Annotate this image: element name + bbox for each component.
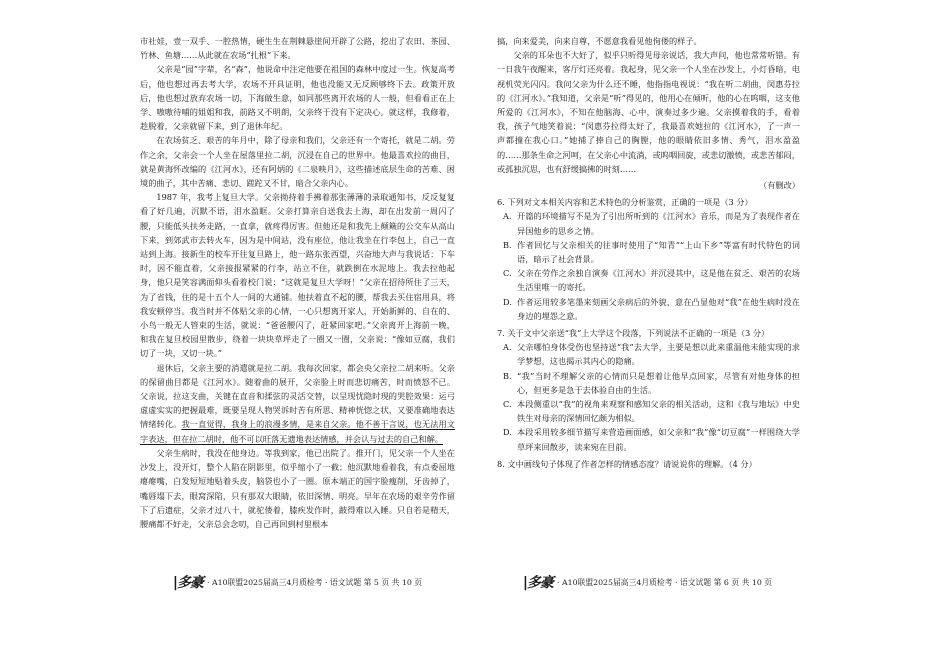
option-a: [497, 340, 800, 368]
paragraph-with-underline: [140, 361, 455, 446]
option-text: 作者回忆与父亲相关的往事时使用了“知青”“上山下乡”等富有时代特色的词语，暗示了社会背景。: [517, 239, 800, 265]
right-column: [497, 34, 800, 471]
paragraph: 1987 年，我考上复旦大学。父亲拗持着手拂着那张薄薄的录取通知书，反反复复看了好几遍，沉默不语，泪水盈眶。父亲打算亲自送我去上海，却在出发前一周闪了腰，只能低头扶务走路，一直拿，就疼得厉害。但他还是和我先上颠簸的公交车从高山下来，到郊武市去转火车，因为是中间站，没有座位，他让我坐在行李包上，自己一直站到上海。接新生的校车开往复旦路上，他一路东张西望，兴奋地大声与我说话：下车时，因不能直着，父亲接报紧紧的行李，站立不住，就跌倒在水泥地上。我去拉他起身，他只是笑容满面仰头看着校门说：“这就是复旦大学呀！”父亲在招待所住了三天，为了省钱，住的是十五个人一间的大通铺。他扶着直不起的腰，帮我去买住宿用具，将我安顿停当。我当时并不体贴父亲的心情，一心只想离开家人，开始新鲜的、自在的、小鸟一般无人管束的生活，就说：“爸爸腰闪了，赶紧回家吧。”父亲离开上海前一晚，和我在复旦校园里散步，绕着一块块草坪走了一圈又一圈，父亲说：“像如豆腐，我们切了一块，又切一块。”: [140, 192, 455, 359]
paragraph: 父亲的耳朵也不大好了，似乎只听得见母亲说话，我大声问，他也常常听错。有一日我午夜醒来，客厅灯还亮着。我起身，见父亲一个人坐在沙发上，小灯昏暗，电视机荧光闪闪。我问父亲为什么还不睡，他指指电视说：“我在听二胡曲，闵惠芬拉的《江河水》。”我知道，父亲是“听”得见的，他用心在倾听，他的心在呜咽，这支他所爱的《江河水》，不知在他脑海、心中，演奏过多少遍。父亲摸着我的手，看着我，孩子气地笑着说：“闵惠芬拉得太好了，我最喜欢她拉的《江河水》，了一声一声都撞在我心口。”她捕了捧自己的胸膛，他的眼睛依旧多情、秀气，泪水盈盈的……那条生命之河呵，在父亲心中流淌，或呜咽回旋，或悲切激愤，或悲苦郁闷，或孤独沉思，也有舒缓搞拂的时刻……: [497, 50, 800, 174]
option-label: C.: [503, 399, 512, 410]
option-text: 本段侧重以“我”的视角来观察和感知父亲的相关活动，这和《我与地坛》中史铁生对母亲的深情回忆颇为相似。: [517, 399, 800, 424]
option-text: 作者运用较多笔墨来刻画父亲病后的外貌，意在凸显他对“我”在他生病时没在身边的埋怨之意。: [517, 296, 800, 321]
page-footer: [0, 572, 475, 592]
option-label: D.: [503, 427, 512, 438]
option-text: 父亲哪怕身体受伤也坚持送“我”去大学，主要是想以此来重温他未能实现的求学梦想，这也揭示其内心的隐痛。: [517, 342, 800, 367]
question-stem: 文中画线句子体现了作者怎样的情感态度？请说说你的理解。（4 分）: [507, 458, 757, 469]
option-d: [497, 425, 800, 453]
underlined-sentence: 我一直觉得，我身上的浪漫多情，是来自父亲。他不善于言说，也无法用文字表达，但在拉二胡时，他不可以旺落无遗地表达情感，并会认与过去的自己和解。: [140, 419, 455, 444]
option-a: [497, 209, 800, 237]
option-c: [497, 266, 800, 294]
option-b: [497, 238, 800, 266]
option-d: [497, 295, 800, 323]
paragraph: 父亲是“园”字辈，名“森”，他说命中注定他要在祖国的森林中度过一生。恢复高考后，他也想过再去考大学，农场不开具证明，他也没能又无反顾够终下去。政策开放后，他也想过放弃农场一切，下海做生意，如同那些离开农场的人一般，但看看正在上学、嗷嗷待哺的姐姐和我，前路又不明朗，父亲终于没有下定决心。就这样，我修着，趁脱着，父亲就留下来，到了退休年纪。: [140, 64, 455, 132]
question-number: 8.: [497, 458, 505, 469]
question-7: [497, 326, 800, 454]
question-6: [497, 195, 800, 323]
option-label: B.: [503, 239, 512, 250]
question-8: [497, 457, 800, 471]
footer-text: · A10联盟2025届高三4月质检考 · 语文试题 第 5 页 共 10 页: [207, 577, 423, 587]
option-text: 开篇的环境描写不是为了引出所听到的《江河水》音乐，而是为了表现作者在异国他乡的思乡之情。: [517, 211, 800, 236]
footer-text: · A10联盟2025届高三4月质检考 · 语文试题 第 6 页 共 10 页: [557, 577, 773, 587]
option-text: 本段采用较多细节描写来营造画面感，如父亲和“我”像“切豆腐”一样围绕大学草坪来回散步，读来宛在目前。: [517, 427, 800, 452]
paragraph: 市社娃，壹一双手、一腔热情，硬生生在荆棘悬崖间开辟了公路，挖出了农田、茶园、竹林、鱼塘……从此就在农场“扎根”下来。: [140, 36, 455, 61]
paragraph: 搞，向来爱美，向来自尊，不愿意我看见他佝偻的样子。: [497, 36, 702, 46]
paragraph: 在农场贫乏、艰苦的年月中，除了母亲和我们，父亲还有一个寄托，就是二胡。劳作之余，父亲会一个人坐在屋落里拉二胡，沉浸在自己的世界中。他最喜欢拉的曲目，就是黄海怀改编的《江河水》，还有阿炳的《二泉映月》，这些描述底层生命的苦难、困境的曲子，其中苦痛、悲切、蹉跎又不甘，暗合父亲内心。: [140, 135, 455, 189]
option-label: B.: [503, 370, 512, 381]
question-number: 6.: [497, 197, 505, 208]
paragraph: 父亲生病时，我没在他身边。等我到家，他已出院了。推开门，见父亲一个人坐在沙发上，没开灯，整个人陷在阴影里，似乎缩小了一截；他沉默地看着我，有点委屈地瘪瘪嘴，白发短短地贴着头皮，脑袋也小了一圈。原本端正的国字脸瘦削，牙齿掉了，嘴唇塌下去，眼窝深陷，只有那双大眼睛，依旧深情、明亮。早年在农场的艰辛劳作留下了后遗症，父亲才过八十，就驼偻着，膝疾发作时，跛得难以入睡。只自若是精天，腰痛都不好走，父亲总会念叨，自己再回到村里根本: [140, 447, 455, 529]
publisher-logo: |多豪: [522, 575, 554, 591]
right-page: [475, 0, 950, 646]
option-text: “我”当时不理解父亲的心情而只是想着让他早点回家，尽管有对他身体的担心，但更多是急于去体验自由的生活。: [517, 370, 800, 395]
option-label: D.: [503, 296, 512, 307]
source-note: （有删改）: [759, 180, 800, 191]
question-number: 7.: [497, 328, 505, 339]
option-label: C.: [503, 268, 512, 279]
left-column: [140, 34, 455, 531]
page-footer: [475, 572, 950, 592]
publisher-logo: |多豪: [172, 575, 204, 591]
paragraph-text: 退休后，父亲主要的消遣就是拉二胡。我每次回家，都会央父亲拉二胡来听。父亲的保留曲目都是《江河水》。随着曲的展开，父亲脸上时而悲切痛苦，时而愤怒不已。父亲说，拉这支曲，关键在直音和揉弦的灵活交替，以呈现忧隐时现的哭腔效果：运弓虚虚实实的把握最难，既要呈现人物哭诉时苦有所思、精神恍惚之状，又要准确地表达情绪转化。: [140, 362, 455, 430]
option-label: A.: [503, 211, 512, 222]
option-c: [497, 397, 800, 425]
option-b: [497, 369, 800, 397]
option-label: A.: [503, 342, 512, 353]
question-stem: 关于文中父亲送“我”上大学这个段落，下列说法不正确的一项是（3 分）: [507, 328, 770, 339]
option-text: 父亲在劳作之余独自演奏《江河水》并沉浸其中，这是他在贫乏、艰苦的农场生活里唯一的寄托。: [517, 268, 800, 293]
question-stem: 下列对文本相关内容和艺术特色的分析鉴赏，正确的一项是（3 分）: [507, 197, 753, 208]
